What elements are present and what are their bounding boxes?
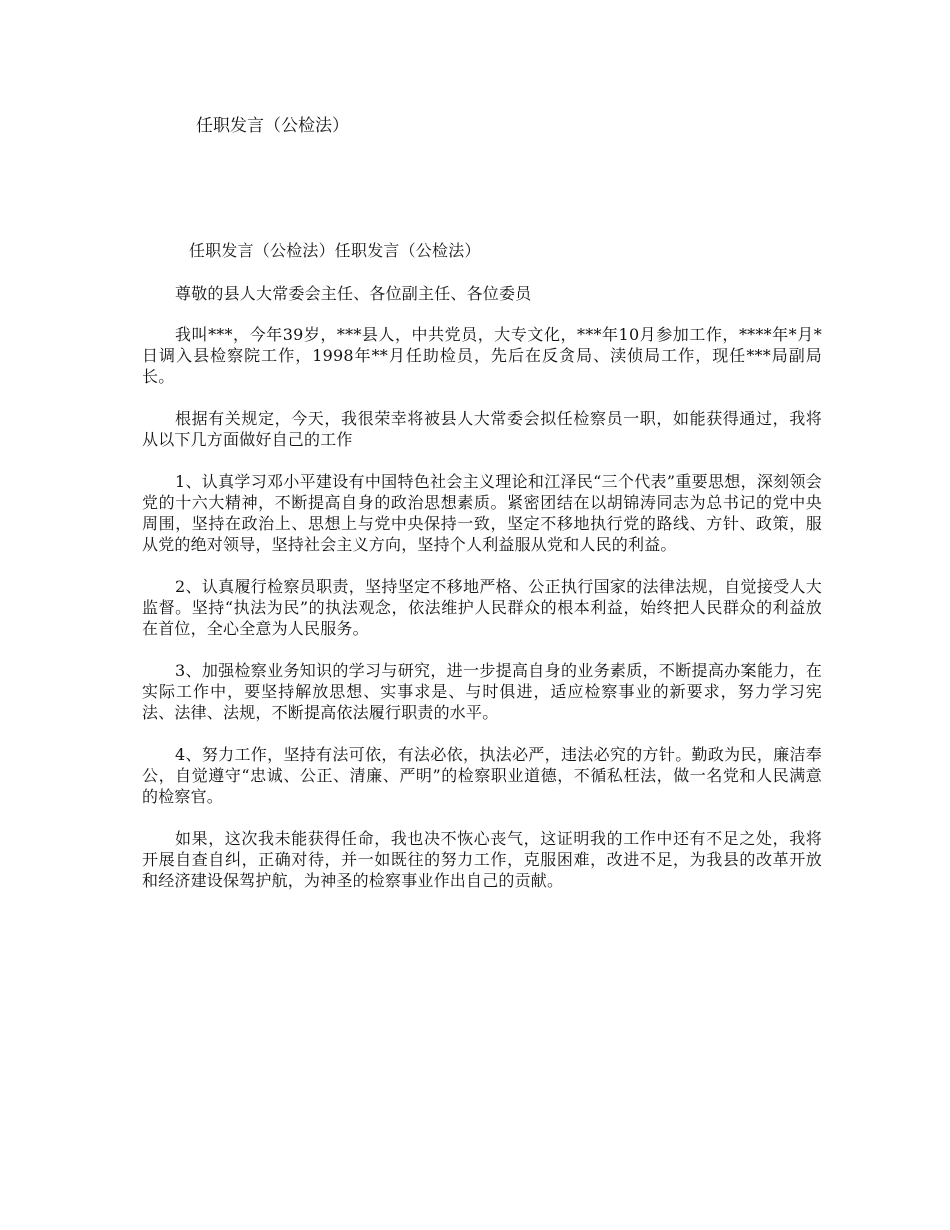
document-body [142, 240, 822, 912]
paragraph-point-3: 3、加强检察业务知识的学习与研究，进一步提高自身的业务素质，不断提高办案能力，在实际工作中，要坚持解放思想、实事求是、与时俱进，适应检察事业的新要求，努力学习宪法、法律、法规，不断提高依法履行职责的水平。 [142, 661, 822, 722]
paragraph-purpose: 根据有关规定，今天，我很荣幸将被县人大常委会拟任检察员一职，如能获得通过，我将从以下几方面做好自己的工作 [142, 409, 822, 449]
paragraph-closing: 如果，这次我未能获得任命，我也决不恢心丧气，这证明我的工作中还有不足之处，我将开展自查自纠，正确对待，并一如既往的努力工作，克服困难，改进不足，为我县的改革开放和经济建设保驾护航，为神圣的检察事业作出自己的贡献。 [142, 829, 822, 890]
paragraph-point-1: 1、认真学习邓小平建设有中国特色社会主义理论和江泽民“三个代表”重要思想，深刻领会党的十六大精神，不断提高自身的政治思想素质。紧密团结在以胡锦涛同志为总书记的党中央周围，坚持在政治上、思想上与党中央保持一致，坚定不移地执行党的路线、方针、政策，服从党的绝对领导，坚持社会主义方向，坚持个人利益服从党和人民的利益。 [142, 472, 822, 554]
paragraph-point-2: 2、认真履行检察员职责，坚持坚定不移地严格、公正执行国家的法律法规，自觉接受人大监督。坚持“执法为民”的执法观念，依法维护人民群众的根本利益，始终把人民群众的利益放在首位，全心全意为人民服务。 [142, 577, 822, 638]
salutation: 尊敬的县人大常委会主任、各位副主任、各位委员 [175, 284, 532, 303]
paragraph-point-4: 4、努力工作，坚持有法可依，有法必依，执法必严，违法必究的方针。勤政为民，廉洁奉公，自觉遵守“忠诚、公正、清廉、严明”的检察职业道德，不循私枉法，做一名党和人民满意的检察官。 [142, 745, 822, 806]
document-title: 任职发言（公检法） [196, 116, 349, 136]
document-subtitle: 任职发言（公检法）任职发言（公检法） [189, 241, 481, 260]
paragraph-intro: 我叫***，今年39岁，***县人，中共党员，大专文化，***年10月参加工作，****年*月*日调入县检察院工作，1998年**月任助检员，先后在反贪局、渎侦局工作，现任***局副局长。 [142, 325, 822, 386]
